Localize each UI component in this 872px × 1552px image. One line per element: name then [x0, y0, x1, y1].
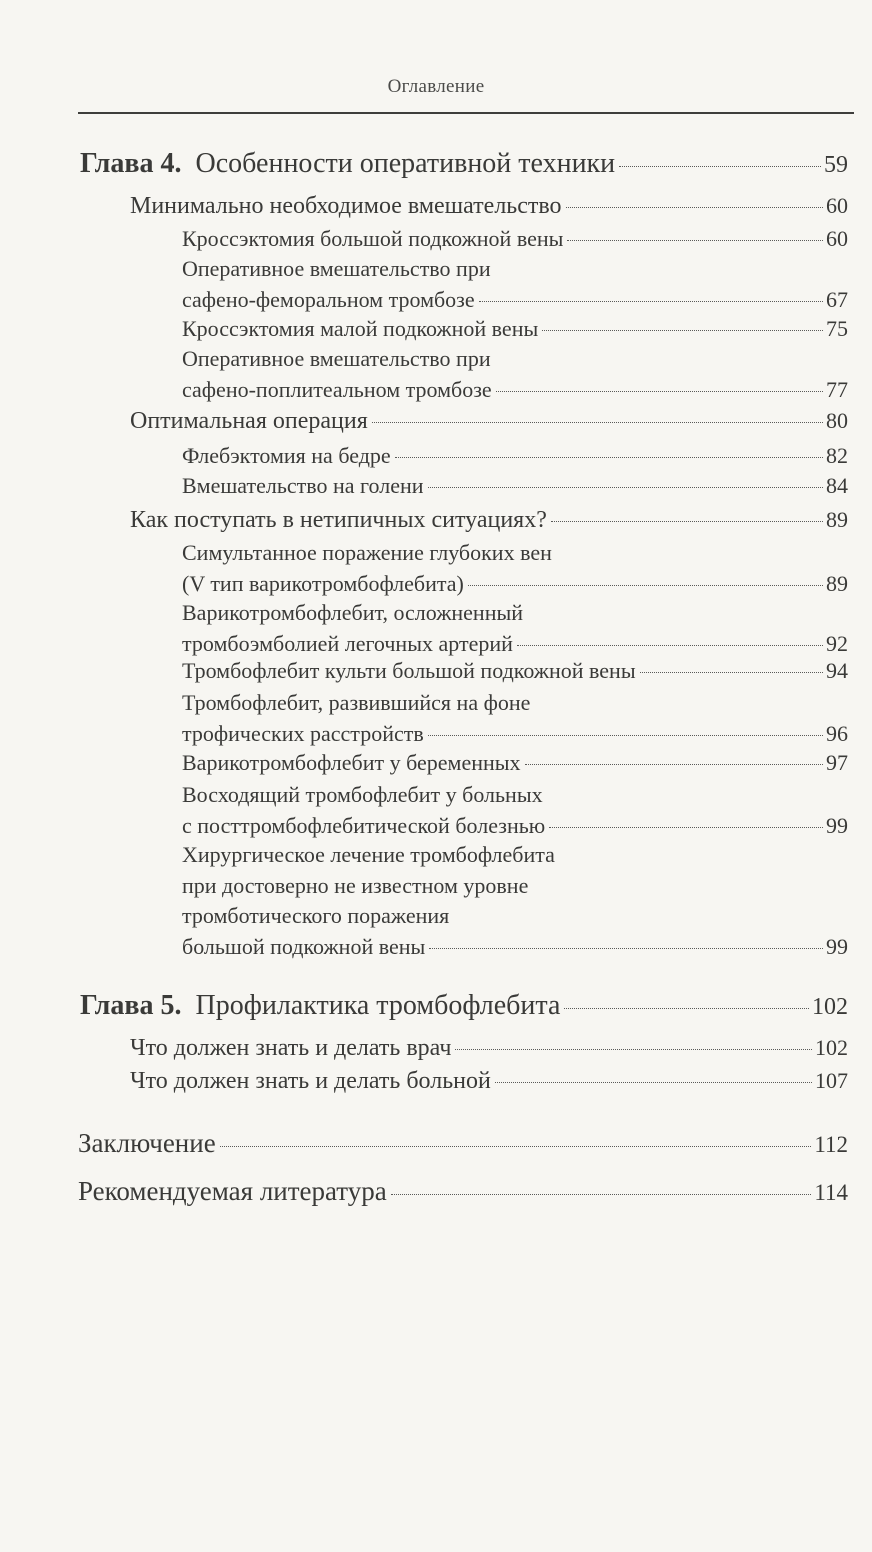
toc-entry-line [182, 473, 848, 503]
header-rule [78, 112, 854, 114]
toc-entry[interactable] [78, 1128, 848, 1159]
dot-leader [429, 948, 823, 949]
toc-entry-title: Заключение [78, 1128, 216, 1158]
dot-leader [551, 521, 823, 522]
page-number: 89 [826, 507, 848, 532]
toc-entry-line [80, 148, 848, 178]
toc-entry[interactable] [182, 903, 848, 929]
toc-entry[interactable] [182, 346, 848, 372]
toc-entry-title: большой подкожной вены [182, 933, 426, 959]
toc-entry-title: Восходящий тромбофлебит у больных [182, 782, 543, 807]
page-number: 94 [826, 658, 848, 683]
toc-entry-line [78, 1176, 848, 1206]
toc-entry[interactable] [182, 782, 848, 808]
page-number: 82 [826, 443, 848, 468]
chapter-number: Глава 5. [80, 990, 182, 1021]
toc-entry-line [130, 193, 848, 223]
dot-leader [525, 764, 823, 765]
dot-leader [619, 166, 821, 167]
toc-entry[interactable] [80, 148, 848, 180]
toc-entry[interactable] [182, 540, 848, 566]
page-number: 80 [826, 408, 848, 433]
toc-entry[interactable] [182, 750, 848, 776]
toc-entry-line [182, 903, 848, 933]
toc-entry[interactable] [182, 690, 848, 716]
toc-entry-title: Что должен знать и делать больной [130, 1068, 491, 1094]
toc-entry[interactable] [182, 226, 848, 252]
toc-entry-title: Варикотромбофлебит, осложненный [182, 600, 524, 625]
page-number: 99 [826, 812, 848, 838]
toc-entry-line [182, 934, 848, 964]
page-number: 89 [826, 570, 848, 596]
toc-entry[interactable] [182, 813, 848, 839]
toc-entry-line [80, 990, 848, 1020]
toc-entry-line [182, 377, 848, 407]
dot-leader [468, 585, 823, 586]
toc-entry[interactable] [80, 990, 848, 1022]
toc-entry-line [182, 571, 848, 601]
page-number: 114 [814, 1180, 848, 1205]
page-number: 75 [826, 316, 848, 341]
dot-leader [372, 422, 823, 423]
toc-entry-line [182, 443, 848, 473]
toc-entry[interactable] [182, 443, 848, 469]
toc-entry-title: при достоверно не известном уровне [182, 872, 529, 898]
toc-entry-title: Что должен знать и делать врач [130, 1035, 452, 1061]
dot-leader [640, 672, 823, 673]
toc-entry-line [182, 690, 848, 720]
toc-entry[interactable] [182, 316, 848, 342]
toc-entry-title: Как поступать в нетипичных ситуациях? [130, 507, 547, 533]
toc-entry-title: сафено-поплитеальном тромбозе [182, 376, 492, 402]
toc-entry-line [182, 750, 848, 780]
toc-entry-title: Вмешательство на голени [182, 473, 424, 498]
toc-entry-line [182, 226, 848, 256]
toc-entry-line [130, 408, 848, 438]
toc-entry-title: сафено-феморальном тромбозе [182, 286, 475, 312]
page-number: 97 [826, 750, 848, 775]
dot-leader [395, 457, 823, 458]
page-number: 84 [826, 473, 848, 498]
toc-entry-title: Варикотромбофлебит у беременных [182, 750, 521, 775]
toc-entry-title: Симультанное поражение глубоких вен [182, 540, 552, 565]
toc-entry-line [182, 782, 848, 812]
toc-entry-line [182, 873, 848, 903]
toc-entry[interactable] [78, 1176, 848, 1207]
toc-entry-title: тромботического поражения [182, 903, 450, 928]
toc-entry[interactable] [182, 287, 848, 313]
page-number: 112 [814, 1132, 848, 1157]
toc-entry-title: Кроссэктомия большой подкожной вены [182, 226, 564, 251]
toc-entry[interactable] [182, 256, 848, 282]
toc-entry-line [182, 287, 848, 317]
toc-entry-title: Оптимальная операция [130, 408, 368, 434]
page-number: 60 [826, 193, 848, 218]
dot-leader [220, 1146, 812, 1147]
toc-entry-title: тромбоэмболией легочных артерий [182, 630, 513, 656]
toc-entry-title: Рекомендуемая литература [78, 1176, 387, 1206]
dot-leader [428, 487, 823, 488]
toc-entry-title: (V тип варикотромбофлебита) [182, 570, 464, 596]
toc-entry-line [130, 507, 848, 537]
toc-entry-title: трофических расстройств [182, 720, 424, 746]
toc-entry[interactable] [130, 1035, 848, 1062]
chapter-number: Глава 4. [80, 148, 182, 179]
toc-entry-title: Хирургическое лечение тромбофлебита [182, 842, 555, 867]
chapter-title: Особенности оперативной техники [195, 148, 616, 179]
dot-leader [455, 1049, 812, 1050]
toc-entry[interactable] [130, 408, 848, 435]
dot-leader [391, 1194, 812, 1195]
dot-leader [542, 330, 823, 331]
toc-entry[interactable] [182, 571, 848, 597]
page-number: 59 [824, 152, 848, 178]
toc-entry-title: Тромбофлебит культи большой подкожной вены [182, 658, 636, 683]
toc-entry[interactable] [182, 473, 848, 499]
dot-leader [564, 1008, 809, 1009]
toc-entry-title: Минимально необходимое вмешательство [130, 193, 562, 219]
toc-entry[interactable] [130, 193, 848, 220]
dot-leader [479, 301, 823, 302]
dot-leader [428, 735, 823, 736]
toc-entry[interactable] [182, 631, 848, 657]
toc-entry-line [130, 1068, 848, 1098]
toc-entry-title: Тромбофлебит, развившийся на фоне [182, 690, 531, 715]
running-header: Оглавление [387, 76, 485, 97]
dot-leader [566, 207, 823, 208]
dot-leader [495, 1082, 812, 1083]
toc-entry-line [78, 1128, 848, 1158]
toc-entry-line [182, 600, 848, 630]
toc-entry-line [182, 721, 848, 751]
toc-entry[interactable] [182, 721, 848, 747]
dot-leader [517, 645, 823, 646]
page-number: 99 [826, 933, 848, 959]
page-number: 96 [826, 720, 848, 746]
toc-entry-line [182, 316, 848, 346]
toc-entry-title: Оперативное вмешательство при [182, 346, 491, 371]
toc-entry-line [182, 813, 848, 843]
toc-entry[interactable] [182, 600, 848, 626]
page-number: 67 [826, 286, 848, 312]
chapter-title: Профилактика тромбофлебита [195, 990, 561, 1021]
toc-entry-line [182, 346, 848, 376]
page-number: 107 [815, 1068, 848, 1093]
toc-entry[interactable] [182, 658, 848, 684]
dot-leader [567, 240, 823, 241]
page-number: 102 [815, 1035, 848, 1060]
toc-entry-line [182, 658, 848, 688]
dot-leader [496, 391, 823, 392]
toc-entry-line [130, 1035, 848, 1065]
toc-entry-title: Флебэктомия на бедре [182, 443, 391, 468]
toc-entry[interactable] [182, 934, 848, 960]
toc-entry-title: с посттромбофлебитической болезнью [182, 812, 546, 838]
toc-entry[interactable] [182, 842, 848, 868]
toc-entry-line [182, 256, 848, 286]
dot-leader [549, 827, 823, 828]
toc-entry-line [182, 631, 848, 661]
toc-entry[interactable] [130, 507, 848, 534]
toc-entry[interactable] [182, 873, 848, 899]
toc-entry-line [182, 842, 848, 872]
page-number: 60 [826, 226, 848, 251]
page-number: 102 [812, 994, 848, 1020]
page-number: 77 [826, 376, 848, 402]
toc-entry-title: Оперативное вмешательство при [182, 256, 491, 281]
toc-entry[interactable] [130, 1068, 848, 1095]
toc-entry[interactable] [182, 377, 848, 403]
toc-entry-line [182, 540, 848, 570]
toc-entry-title: Кроссэктомия малой подкожной вены [182, 316, 539, 341]
page-number: 92 [826, 630, 848, 656]
